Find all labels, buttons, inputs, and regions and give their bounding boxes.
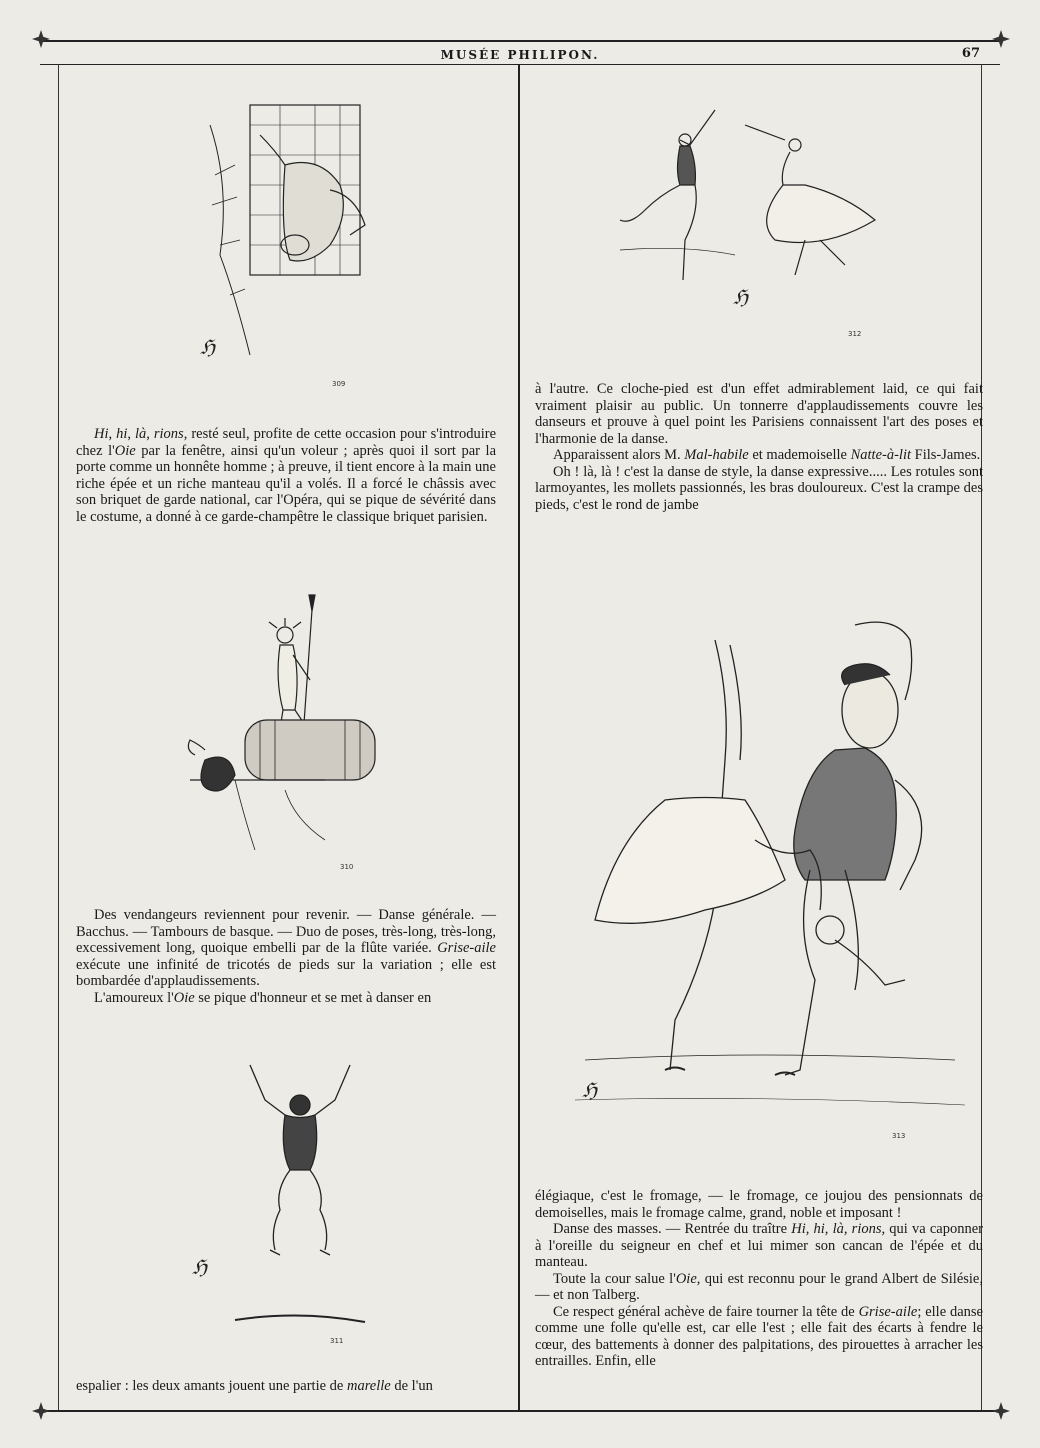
italic-name: rions (153, 426, 184, 442)
page-number: 67 (961, 46, 980, 61)
text-run: Toute la cour salue l' (553, 1270, 676, 1287)
figure-caption: 309 (332, 380, 346, 388)
artist-monogram: ℌ (200, 335, 216, 359)
top-rule (40, 40, 1000, 42)
text-run: , resté seul, profite de cette occasion pour s'introduire chez l' (76, 426, 497, 459)
text-run: , (146, 426, 154, 442)
illustration-two-dancers (605, 100, 915, 320)
text-block-right-1 (535, 381, 983, 513)
paragraph: à l'autre. Ce cloche-pied est d'un effet admirablement laid, ce qui fait vraiment plaisir au public. Un tonnerre d'applaudissements couvre les danseurs et prouve à quel point les Parisiens connaissent l'art des poses et l'harmonie de la danse. (535, 381, 983, 447)
italic-name: Oie (675, 1270, 697, 1287)
text-block-left-1 (76, 426, 496, 525)
text-run: Apparaissent alors M. (553, 447, 685, 463)
italic-name: hi (116, 426, 128, 442)
header-rule (40, 64, 1000, 65)
italic-name: Hi, hi, là, rions, (791, 1221, 886, 1237)
text-run: exécute une infinité de tricotés de pieds sur la variation ; elle est bombardée d'applaudissements. (76, 956, 496, 989)
text-block-left-3 (76, 1378, 496, 1395)
corner-ornament-icon (30, 1400, 52, 1422)
paragraph: élégiaque, c'est le fromage, — le fromage, ce joujou des pensionnats de demoiselles, mais le fromage calme, grand, noble et imposant ! (535, 1188, 983, 1221)
text-run: L'amoureux l' (94, 989, 174, 1006)
paragraph: Oh ! là, là ! c'est la danse de style, la danse expressive..... Les rotules sont larmoyantes, les mollets passionnés, les bras douloureux. C'est la crampe des pieds, c'est le rond de jambe (535, 463, 983, 513)
italic-name: Oie (114, 442, 136, 459)
artist-monogram: ℌ (582, 1078, 598, 1102)
bottom-rule (40, 1410, 1000, 1412)
italic-word: marelle (346, 1378, 391, 1394)
figure-caption: 311 (330, 1337, 344, 1345)
text-run: par la fenêtre, ainsi qu'un voleur ; après quoi il sort par la porte comme un honnête homme ; à preuve, il tient encore à la main une riche épée et un riche manteau qu'il a volés. Il a forcé le châssis avec son briquet de garde national, car l'Opéra, qui se pique de sévérité dans le costume, a donné à ce garde-champêtre le classique briquet parisien. (76, 442, 497, 525)
italic-name: Mal-habile (684, 447, 749, 463)
corner-ornament-icon (990, 28, 1012, 50)
illustration-barrel-rider (175, 590, 395, 860)
text-run: ; elle danse comme une folle qu'elle est, car elle l'est ; elle fait des écarts à fendre le cœur, des battements à donner des palpitations, des pirouettes à arracher les entrailles. Enfin, elle (535, 1303, 983, 1369)
illustration-dancing-couple (555, 600, 985, 1140)
text-run: , (127, 426, 135, 442)
italic-name: Grise-aile (858, 1303, 918, 1320)
italic-name: Hi (94, 426, 109, 442)
text-run: Danse des masses. — Rentrée du traître (553, 1221, 792, 1237)
artist-monogram: ℌ (733, 285, 749, 309)
column-rule (518, 64, 520, 1410)
text-run: , qui est reconnu pour le grand Albert de Silésie, — et non Talberg. (535, 1270, 983, 1303)
text-block-left-2 (76, 907, 496, 1006)
illustration-window-thief (190, 95, 380, 375)
running-title: MUSÉE PHILIPON. (440, 48, 600, 62)
text-run: qui va caponner à l'oreille du seigneur en chef et lui mimer son cancan de l'épée et du manteau. (535, 1221, 984, 1270)
text-run: Ce respect général achève de faire tourner la tête de (553, 1303, 859, 1320)
artist-monogram: ℌ (192, 1255, 208, 1279)
text-run: espalier : les deux amants jouent une partie de (76, 1378, 347, 1394)
left-border (58, 64, 59, 1410)
figure-caption: 312 (848, 330, 862, 338)
figure-caption: 313 (892, 1132, 906, 1140)
figure-caption: 310 (340, 863, 354, 871)
text-run: de l'un (390, 1378, 433, 1394)
corner-ornament-icon (30, 28, 52, 50)
italic-name: Oie (173, 989, 195, 1006)
italic-name: Natte-à-lit (850, 447, 912, 463)
text-run: se pique d'honneur et se met à danser en (194, 989, 432, 1006)
text-run: Des vendangeurs reviennent pour revenir. — Danse générale. — Bacchus. — Tambours de basque. — Duo de poses, très-long, très-long, excessivement long, quoique embelli par de la flûte variée. (76, 907, 496, 956)
italic-name: Grise-aile (437, 940, 496, 956)
text-block-right-2 (535, 1188, 983, 1370)
illustration-jumping-dancer (225, 1060, 375, 1340)
text-run: et mademoiselle (748, 447, 851, 463)
corner-ornament-icon (990, 1400, 1012, 1422)
text-run: Fils-James. (911, 447, 981, 463)
text-run: , (108, 426, 117, 442)
italic-name: là (135, 426, 147, 442)
